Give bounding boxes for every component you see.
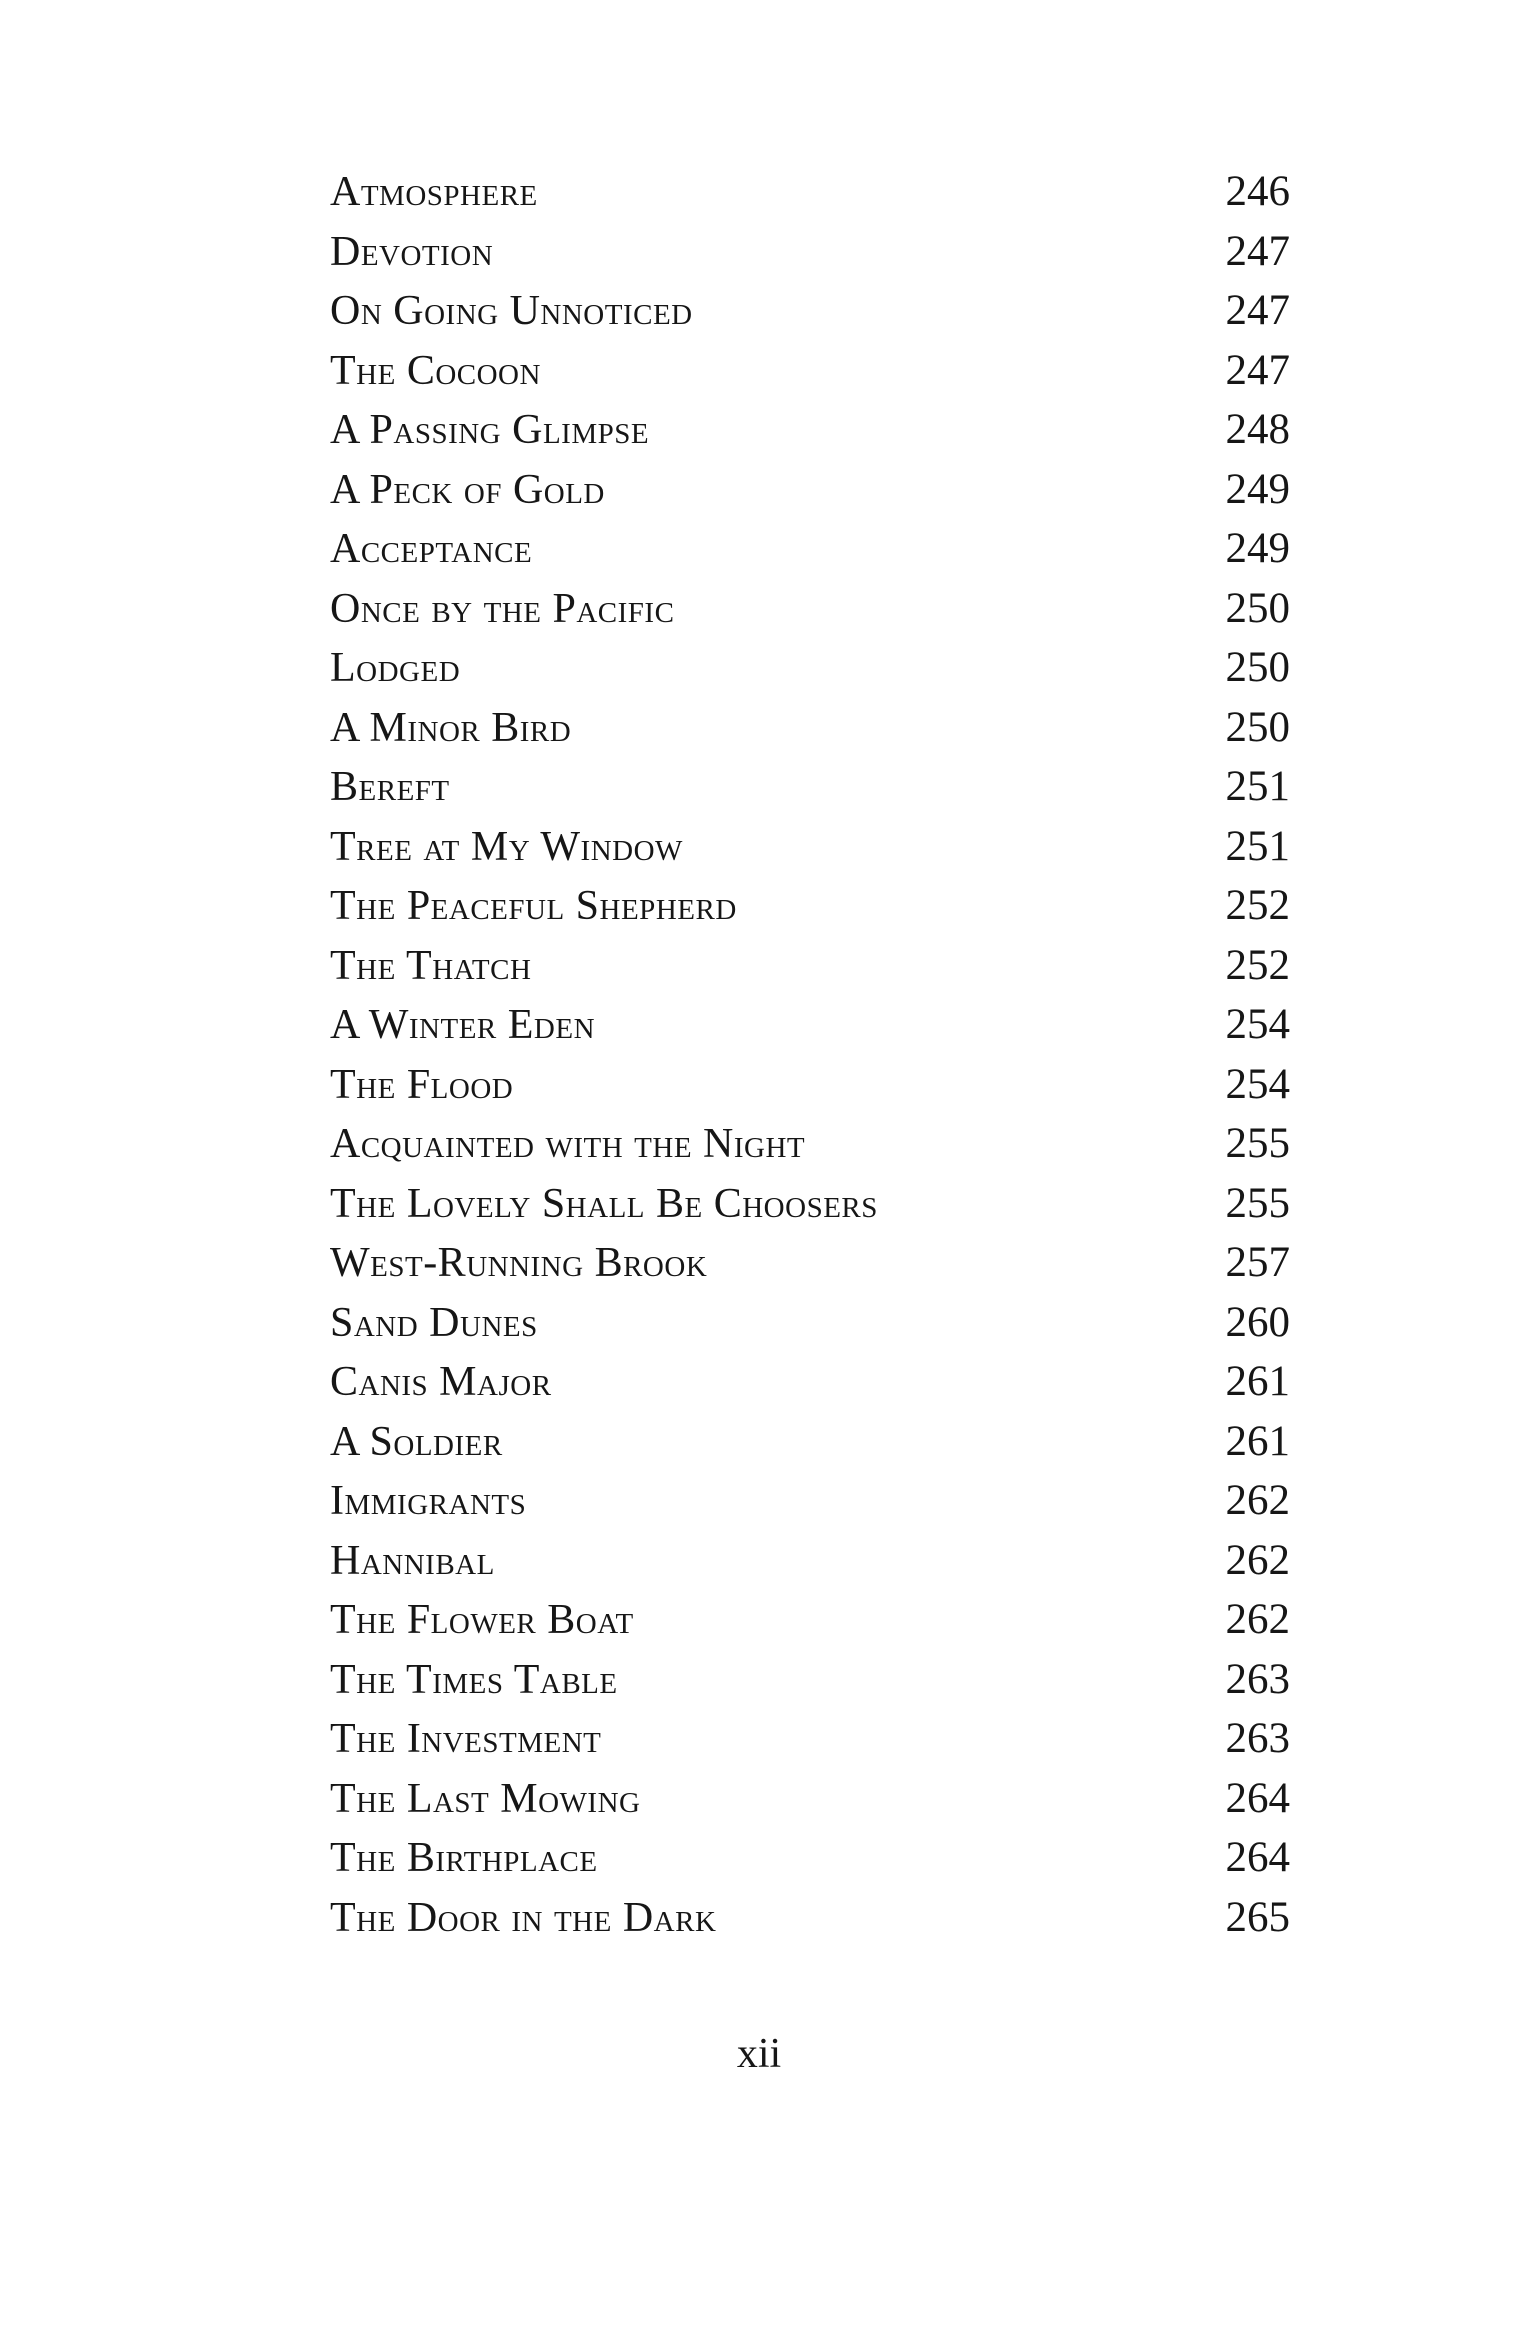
toc-entry (330, 1412, 1290, 1472)
toc-entry (330, 1650, 1290, 1710)
toc-entry-page: 248 (1225, 406, 1290, 453)
toc-entry-title: The Flower Boat (330, 1597, 634, 1643)
toc-entry-title: The Birthplace (330, 1835, 598, 1881)
toc-entry-title: The Last Mowing (330, 1775, 641, 1822)
toc-entry (330, 341, 1290, 401)
toc-entry-page: 247 (1225, 227, 1290, 275)
toc-entry-page: 261 (1225, 1417, 1290, 1465)
toc-entry-title: Bereft (330, 764, 450, 810)
toc-entry-title: A Peck of Gold (330, 466, 605, 513)
toc-entry-page: 250 (1225, 703, 1290, 751)
toc-entry (330, 1531, 1290, 1591)
toc-entry (330, 400, 1290, 460)
toc-entry-page: 249 (1225, 525, 1290, 572)
toc-entry-page: 246 (1225, 168, 1290, 215)
toc-entry-title: The Investment (330, 1716, 602, 1762)
toc-entry (330, 1828, 1290, 1888)
toc-entry-title: Atmosphere (330, 169, 538, 215)
toc-entry-page: 247 (1225, 287, 1290, 334)
toc-entry (330, 1769, 1290, 1829)
toc-entry-page: 249 (1225, 465, 1290, 513)
toc-entry-title: Canis Major (330, 1359, 552, 1405)
toc-entry (330, 579, 1290, 639)
toc-entry-title: Sand Dunes (330, 1299, 538, 1346)
toc-entry-page: 254 (1225, 1060, 1290, 1108)
toc-entry-title: The Cocoon (330, 347, 541, 394)
toc-entry (330, 519, 1290, 579)
toc-entry-page: 260 (1225, 1298, 1290, 1346)
toc-entry-title: Once by the Pacific (330, 585, 675, 632)
toc-entry-title: Hannibal (330, 1537, 495, 1584)
toc-entry-title: A Winter Eden (330, 1002, 596, 1048)
toc-entry (330, 1471, 1290, 1531)
toc-entry-page: 265 (1225, 1893, 1290, 1941)
toc-entry-page: 262 (1225, 1596, 1290, 1643)
toc-entry-page: 254 (1225, 1001, 1290, 1048)
toc-entry-title: A Soldier (330, 1418, 503, 1465)
toc-entry-page: 263 (1225, 1715, 1290, 1762)
toc-entry (330, 1114, 1290, 1174)
toc-entry (330, 460, 1290, 520)
toc-entry-title: Devotion (330, 228, 494, 275)
toc-entry-page: 262 (1225, 1536, 1290, 1584)
toc-entry-title: The Lovely Shall Be Choosers (330, 1180, 878, 1227)
toc-entry-title: West-Running Brook (330, 1240, 708, 1286)
toc-entry-title: The Times Table (330, 1656, 618, 1703)
toc-entry-title: The Thatch (330, 942, 532, 989)
toc-entry (330, 281, 1290, 341)
toc-entry-page: 261 (1225, 1358, 1290, 1405)
toc-entry-title: A Minor Bird (330, 704, 572, 751)
toc-entry (330, 1352, 1290, 1412)
toc-entry-title: Acquainted with the Night (330, 1121, 806, 1167)
toc-entry-title: The Peaceful Shepherd (330, 883, 737, 929)
toc-entry-page: 250 (1225, 584, 1290, 632)
toc-entry-page: 251 (1225, 822, 1290, 870)
toc-entry-page: 255 (1225, 1120, 1290, 1167)
toc-entry-title: Immigrants (330, 1478, 527, 1524)
toc-entry (330, 162, 1290, 222)
toc-entry-page: 252 (1225, 882, 1290, 929)
toc-entry-title: On Going Unnoticed (330, 288, 693, 334)
toc-entry-page: 250 (1225, 644, 1290, 691)
toc-entry (330, 1055, 1290, 1115)
toc-entry-title: The Flood (330, 1061, 514, 1108)
toc-entry (330, 995, 1290, 1055)
toc-entry-page: 255 (1225, 1179, 1290, 1227)
page-number: xii (736, 2031, 782, 2077)
toc-entry-title: A Passing Glimpse (330, 407, 650, 453)
toc-entry (330, 222, 1290, 282)
toc-entry (330, 638, 1290, 698)
toc-entry (330, 817, 1290, 877)
toc-entry-page: 264 (1225, 1834, 1290, 1881)
toc-entry (330, 936, 1290, 996)
toc-entry-page: 264 (1225, 1774, 1290, 1822)
toc-entry (330, 757, 1290, 817)
toc-entry-page: 262 (1225, 1477, 1290, 1524)
toc-entry (330, 1293, 1290, 1353)
toc-entry-page: 247 (1225, 346, 1290, 394)
toc-entry-title: Tree at My Window (330, 823, 683, 870)
toc-entry (330, 698, 1290, 758)
toc-entry-page: 251 (1225, 763, 1290, 810)
toc-entry-title: The Door in the Dark (330, 1894, 717, 1941)
toc-entry-title: Lodged (330, 645, 461, 691)
toc-entry (330, 1590, 1290, 1650)
toc-entry (330, 1709, 1290, 1769)
toc-entry (330, 1888, 1290, 1948)
toc-entry-page: 252 (1225, 941, 1290, 989)
toc-entry (330, 876, 1290, 936)
toc-entry (330, 1233, 1290, 1293)
toc-entry-title: Acceptance (330, 526, 533, 572)
toc-entry-page: 263 (1225, 1655, 1290, 1703)
toc-entry-page: 257 (1225, 1239, 1290, 1286)
table-of-contents (330, 162, 1290, 1947)
toc-entry (330, 1174, 1290, 1234)
